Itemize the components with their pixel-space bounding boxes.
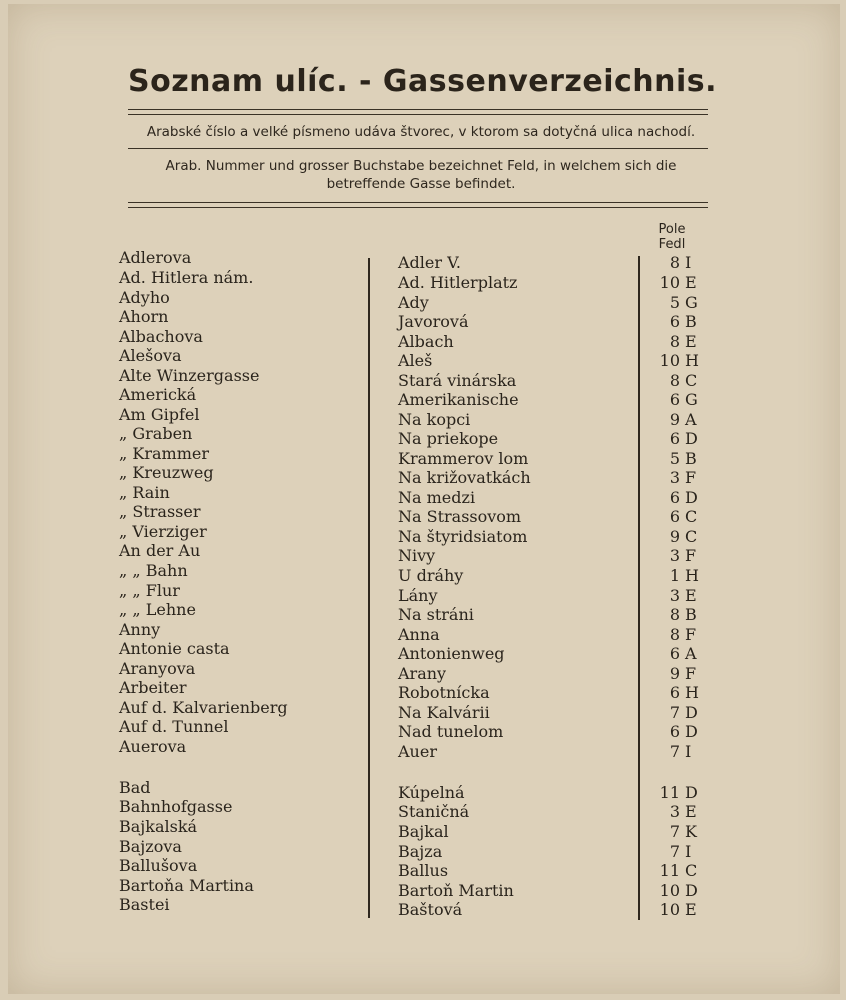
street-name-translation: Na medzi — [398, 488, 476, 507]
table-row — [0, 444, 846, 468]
grid-number: 3 — [669, 468, 680, 487]
subtitle-rule — [128, 148, 708, 149]
street-name-translation: Na križovatkách — [398, 468, 531, 487]
street-name-primary: „ Strasser — [119, 502, 201, 521]
table-row — [0, 581, 846, 605]
table-row — [0, 817, 846, 841]
table-row — [0, 856, 846, 880]
grid-letter: B — [685, 449, 697, 468]
grid-letter: G — [685, 390, 698, 409]
grid-number: 5 — [669, 293, 680, 312]
street-name-primary: Antonie casta — [119, 639, 230, 658]
street-name-primary: Bajkalská — [119, 817, 198, 836]
grid-number: 10 — [659, 881, 680, 900]
street-name-translation: Nad tunelom — [398, 722, 504, 741]
grid-number: 7 — [669, 822, 680, 841]
grid-letter: D — [685, 488, 698, 507]
grid-number: 9 — [669, 410, 680, 429]
table-row — [0, 483, 846, 507]
grid-letter: E — [685, 332, 697, 351]
grid-letter: B — [685, 605, 697, 624]
grid-letter: E — [685, 586, 697, 605]
street-name-primary: Arbeiter — [119, 678, 187, 697]
subtitle-slovak: Arabské číslo a velké písmeno udáva štvorec, v ktorom sa dotyčná ulica nachodí. — [146, 124, 696, 140]
street-name-primary: „ Vierziger — [119, 522, 207, 541]
grid-number: 8 — [669, 253, 680, 272]
street-name-primary: „ Rain — [119, 483, 170, 502]
grid-letter: E — [685, 273, 697, 292]
street-name-primary: Ballušova — [119, 856, 198, 875]
street-name-primary: Alešova — [119, 346, 182, 365]
grid-number: 7 — [669, 742, 680, 761]
street-name-primary: Bajzova — [119, 837, 182, 856]
table-row — [0, 522, 846, 546]
table-row — [0, 288, 846, 312]
street-name-primary: Bastei — [119, 895, 170, 914]
grid-letter: H — [685, 683, 699, 702]
grid-number: 10 — [659, 900, 680, 919]
street-name-translation: Staničná — [398, 802, 470, 821]
street-name-translation: Ad. Hitlerplatz — [398, 273, 518, 292]
grid-letter: F — [685, 625, 697, 644]
table-row — [0, 268, 846, 292]
street-name-primary: Auerova — [119, 737, 187, 756]
grid-letter: C — [685, 371, 698, 390]
street-name-primary: Aranyova — [119, 659, 196, 678]
street-name-translation: Bajkal — [398, 822, 449, 841]
street-name-translation: Bajza — [398, 842, 443, 861]
street-name-translation: Nivy — [398, 546, 436, 565]
street-name-translation: Anna — [398, 625, 440, 644]
title-rule-top — [128, 109, 708, 110]
table-row — [0, 837, 846, 861]
street-name-translation: Na Strassovom — [398, 507, 522, 526]
table-row — [0, 541, 846, 565]
table-row — [0, 620, 846, 644]
table-row — [0, 639, 846, 663]
grid-number: 7 — [669, 703, 680, 722]
table-row — [0, 424, 846, 448]
grid-number: 3 — [669, 802, 680, 821]
street-name-translation: Amerikanische — [398, 390, 519, 409]
street-name-translation: Na štyridsiatom — [398, 527, 528, 546]
street-name-translation: Na stráni — [398, 605, 474, 624]
pole-label: Pole — [658, 222, 686, 237]
grid-letter: A — [685, 410, 697, 429]
street-name-translation: Auer — [398, 742, 437, 761]
grid-letter: I — [685, 253, 692, 272]
street-name-primary: Americká — [119, 385, 197, 404]
grid-letter: I — [685, 842, 692, 861]
grid-letter: C — [685, 507, 698, 526]
street-name-translation: U dráhy — [398, 566, 464, 585]
grid-letter: E — [685, 900, 697, 919]
street-name-translation: Kúpelná — [398, 783, 465, 802]
grid-number: 3 — [669, 586, 680, 605]
street-name-translation: Aleš — [398, 351, 433, 370]
table-row — [0, 778, 846, 802]
street-name-primary: „ Graben — [119, 424, 193, 443]
grid-number: 11 — [659, 783, 680, 802]
subtitle-german: Arab. Nummer und grosser Buchstabe bezeichnet Feld, in welchem sich die betreffende Gasse befindet. — [165, 158, 677, 192]
grid-letter: K — [685, 822, 697, 841]
street-name-primary: Adlerova — [119, 248, 192, 267]
grid-number: 6 — [669, 507, 680, 526]
grid-number: 7 — [669, 842, 680, 861]
grid-number: 8 — [669, 371, 680, 390]
street-name-translation: Na Kalvárii — [398, 703, 490, 722]
street-name-translation: Na kopci — [398, 410, 471, 429]
grid-number: 10 — [659, 351, 680, 370]
header-rule-top — [128, 202, 708, 203]
street-name-primary: Alte Winzergasse — [119, 366, 260, 385]
street-name-translation: Bartoň Martin — [398, 881, 514, 900]
grid-number: 6 — [669, 429, 680, 448]
street-name-translation: Baštová — [398, 900, 463, 919]
table-row — [0, 346, 846, 370]
street-name-translation: Lány — [398, 586, 438, 605]
grid-letter: D — [685, 881, 698, 900]
grid-letter: D — [685, 722, 698, 741]
street-name-primary: Adyho — [119, 288, 170, 307]
table-row — [0, 717, 846, 741]
street-name-primary: Bad — [119, 778, 151, 797]
table-row — [0, 797, 846, 821]
table-row — [0, 502, 846, 526]
street-name-translation: Albach — [398, 332, 454, 351]
street-name-primary: Bahnhofgasse — [119, 797, 233, 816]
table-row — [0, 659, 846, 683]
street-name-translation: Arany — [398, 664, 447, 683]
street-name-primary: An der Au — [119, 541, 201, 560]
page-title: Soznam ulíc. - Gassenverzeichnis. — [128, 64, 718, 99]
street-name-translation: Robotnícka — [398, 683, 490, 702]
street-name-translation: Stará vinárska — [398, 371, 517, 390]
grid-letter: E — [685, 802, 697, 821]
street-name-translation: Ballus — [398, 861, 449, 880]
street-name-primary: „ „ Flur — [119, 581, 180, 600]
street-name-primary: Ahorn — [119, 307, 169, 326]
table-row — [0, 698, 846, 722]
grid-number: 1 — [669, 566, 680, 585]
table-row — [0, 327, 846, 351]
grid-number: 8 — [669, 332, 680, 351]
header-rule-bottom — [128, 207, 708, 208]
grid-letter: D — [685, 703, 698, 722]
street-name-translation: Javorová — [398, 312, 469, 331]
grid-letter: D — [685, 783, 698, 802]
title-rule-bottom — [128, 114, 708, 115]
grid-letter: F — [685, 546, 697, 565]
table-row — [0, 248, 846, 272]
grid-number: 5 — [669, 449, 680, 468]
table-row — [0, 463, 846, 487]
street-name-primary: Bartoňa Martina — [119, 876, 254, 895]
grid-letter: H — [685, 351, 699, 370]
street-name-primary: „ Krammer — [119, 444, 209, 463]
table-row — [0, 405, 846, 429]
street-name-translation: Na priekope — [398, 429, 499, 448]
table-row — [0, 600, 846, 624]
street-name-primary: „ Kreuzweg — [119, 463, 214, 482]
grid-number: 3 — [669, 546, 680, 565]
grid-letter: A — [685, 644, 697, 663]
grid-letter: D — [685, 429, 698, 448]
table-row — [0, 385, 846, 409]
table-row — [0, 366, 846, 390]
grid-number: 9 — [669, 527, 680, 546]
street-name-primary: Anny — [119, 620, 161, 639]
street-name-primary: Albachova — [119, 327, 203, 346]
fedl-label: Fedl — [658, 237, 686, 252]
grid-number: 8 — [669, 625, 680, 644]
table-row — [0, 307, 846, 331]
grid-number: 6 — [669, 488, 680, 507]
grid-number: 8 — [669, 605, 680, 624]
street-name-primary: Auf d. Kalvarienberg — [119, 698, 288, 717]
table-row — [0, 561, 846, 585]
grid-letter: B — [685, 312, 697, 331]
street-name-primary: „ „ Lehne — [119, 600, 196, 619]
street-name-primary: Auf d. Tunnel — [119, 717, 229, 736]
grid-number: 11 — [659, 861, 680, 880]
table-row — [0, 678, 846, 702]
street-name-translation: Krammerov lom — [398, 449, 529, 468]
street-name-primary: Ad. Hitlera nám. — [119, 268, 254, 287]
grid-letter: G — [685, 293, 698, 312]
table-row — [0, 876, 846, 900]
table-row — [0, 737, 846, 761]
grid-number: 10 — [659, 273, 680, 292]
grid-letter: F — [685, 664, 697, 683]
street-name-translation: Antonienweg — [398, 644, 505, 663]
grid-letter: F — [685, 468, 697, 487]
street-name-primary: Am Gipfel — [119, 405, 200, 424]
grid-number: 9 — [669, 664, 680, 683]
street-name-translation: Ady — [398, 293, 429, 312]
grid-number: 6 — [669, 312, 680, 331]
grid-number: 6 — [669, 644, 680, 663]
street-name-primary: „ „ Bahn — [119, 561, 188, 580]
grid-number: 6 — [669, 722, 680, 741]
grid-letter: C — [685, 861, 698, 880]
grid-letter: I — [685, 742, 692, 761]
grid-number: 6 — [669, 683, 680, 702]
grid-letter: H — [685, 566, 699, 585]
table-row — [0, 895, 846, 919]
street-name-translation: Adler V. — [398, 253, 461, 272]
grid-number: 6 — [669, 390, 680, 409]
grid-letter: C — [685, 527, 698, 546]
